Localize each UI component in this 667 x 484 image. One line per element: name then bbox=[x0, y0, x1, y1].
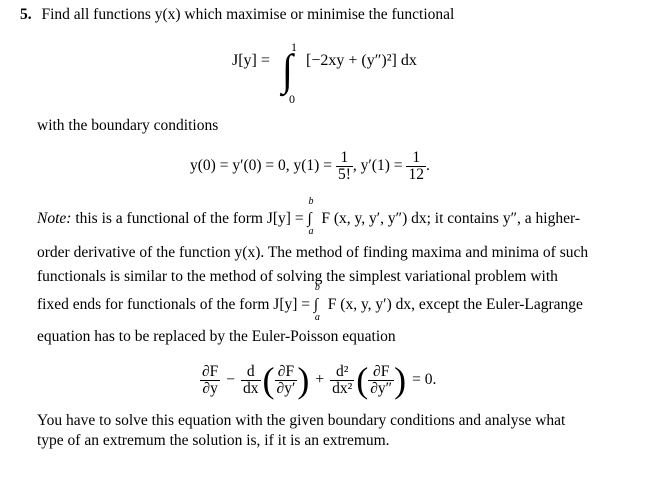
ep-paren-close-2: ) bbox=[394, 360, 407, 400]
note-line1-b: F (x, y, y′, y″) dx; it contains y″, a higher- bbox=[321, 210, 580, 227]
note-line1-lower: a bbox=[308, 226, 314, 237]
bc-part2: , y′(1) = bbox=[352, 157, 403, 174]
ep-plus: + bbox=[315, 371, 325, 388]
bc-frac1-num: 1 bbox=[340, 148, 349, 166]
ep-d1 bbox=[241, 364, 261, 397]
ep-rhs: = 0. bbox=[412, 371, 437, 388]
note-line4-upper: b bbox=[314, 282, 320, 293]
note-line-5: equation has to be replaced by the Euler-Poisson equation bbox=[37, 328, 396, 345]
ep-t1-num: ∂F bbox=[202, 362, 219, 380]
bc-part1: y(0) = y′(0) = 0, y(1) = bbox=[190, 157, 332, 174]
bc-frac2-den: 12 bbox=[408, 165, 424, 183]
ep-term2 bbox=[275, 364, 298, 397]
problem-heading bbox=[20, 6, 454, 24]
ep-t1-den: ∂y bbox=[200, 380, 220, 397]
problem-number: 5. bbox=[20, 6, 32, 23]
bc-end: . bbox=[425, 157, 430, 174]
ep-t2-den: ∂y′ bbox=[276, 379, 296, 397]
problem-statement: Find all functions y(x) which maximise or minimise the functional bbox=[41, 6, 455, 23]
boundary-conditions bbox=[190, 148, 430, 184]
ep-t3-num: ∂F bbox=[373, 362, 390, 380]
ep-term3 bbox=[368, 364, 394, 397]
note-line4-lower: a bbox=[314, 312, 320, 323]
ep-d1-den: dx bbox=[243, 379, 259, 397]
integral-sign: ∫ bbox=[282, 44, 293, 95]
closing-line-2: type of an extremum the solution is, if it is an extremum. bbox=[37, 432, 390, 449]
ep-t3-den: ∂y″ bbox=[370, 379, 393, 397]
ep-d2 bbox=[330, 364, 354, 397]
ep-d1-num: d bbox=[246, 362, 255, 380]
note-label: Note: bbox=[37, 210, 72, 227]
note-line4-integral bbox=[313, 282, 324, 323]
ep-t2-num: ∂F bbox=[277, 362, 295, 380]
ep-paren-close-1: ) bbox=[297, 360, 310, 400]
note-line-4 bbox=[37, 282, 583, 323]
note-line1-integral bbox=[307, 196, 317, 237]
ep-paren-open-2: ( bbox=[356, 360, 369, 400]
note-line1-int-sign: ∫ bbox=[307, 210, 312, 227]
bc-frac2-num: 1 bbox=[412, 148, 421, 166]
bc-fraction-2 bbox=[406, 150, 426, 183]
note-line4-b: F (x, y, y′) dx, except the Euler-Lagrange bbox=[327, 296, 583, 313]
note-line1-upper: b bbox=[308, 196, 314, 207]
functional-lhs: J[y] = bbox=[232, 52, 270, 69]
note-line-3: functionals is similar to the method of solving the simplest variational problem with bbox=[37, 268, 558, 285]
ep-d2-num: d² bbox=[335, 362, 349, 380]
note-line-2: order derivative of the function y(x). The method of finding maxima and minima of such bbox=[37, 244, 589, 261]
note-line4-int-sign: ∫ bbox=[313, 296, 319, 313]
note-line1-a: this is a functional of the form J[y] = bbox=[75, 210, 304, 227]
integral-lower-limit: 0 bbox=[289, 92, 295, 106]
ep-term1 bbox=[200, 364, 220, 397]
euler-poisson-equation bbox=[200, 358, 436, 402]
integral-upper-limit: 1 bbox=[291, 40, 297, 54]
note-line-1 bbox=[37, 196, 633, 237]
ep-d2-den: dx² bbox=[332, 379, 353, 397]
ep-paren-open-1: ( bbox=[262, 360, 275, 400]
boundary-intro: with the boundary conditions bbox=[37, 117, 219, 134]
bc-frac1-den: 5! bbox=[337, 165, 351, 183]
closing-line-1: You have to solve this equation with the given boundary conditions and analyse what bbox=[37, 412, 566, 429]
note-line4-a: fixed ends for functionals of the form J[y] = bbox=[37, 296, 311, 313]
functional-integrand: [−2xy + (y″)²] dx bbox=[306, 52, 417, 69]
ep-minus: − bbox=[226, 371, 236, 388]
bc-fraction-1 bbox=[336, 150, 353, 183]
